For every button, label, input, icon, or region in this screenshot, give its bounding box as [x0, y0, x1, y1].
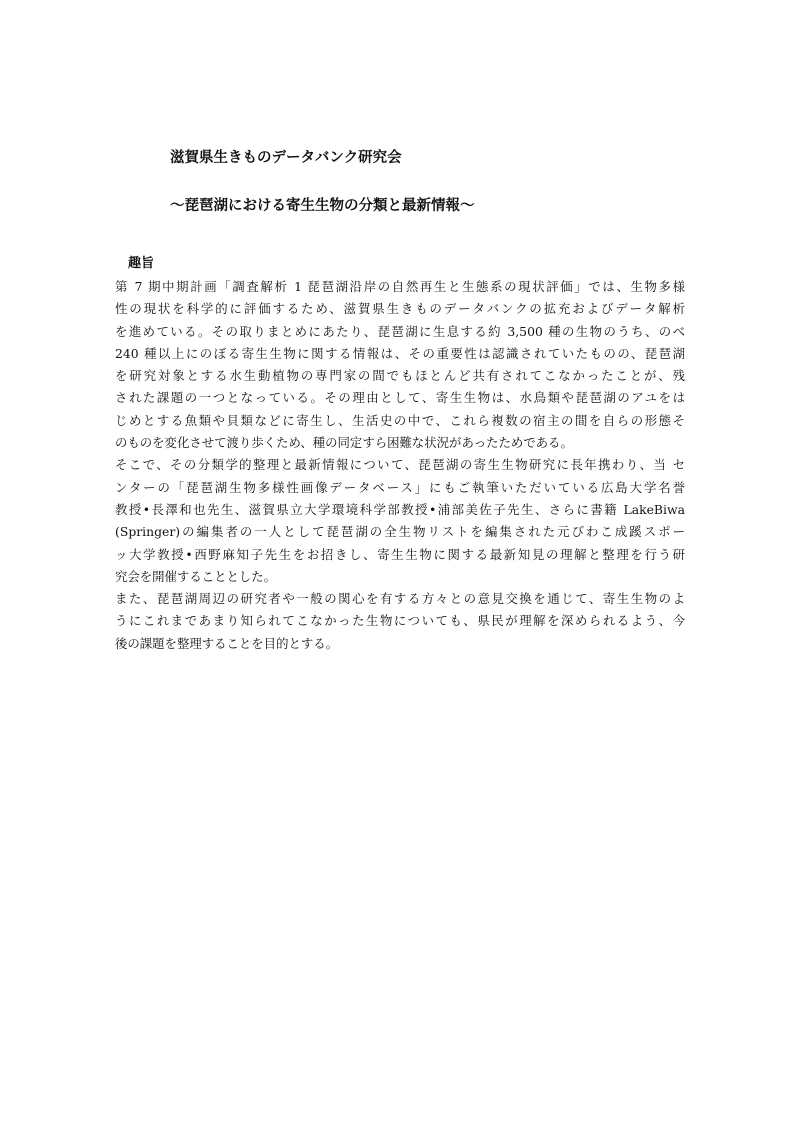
- document-subtitle: ～琵琶湖における寄生生物の分類と最新情報～: [170, 198, 475, 214]
- text-line: された課題の一つとなっている。その理由として、寄生生物は、水鳥類や琵琶湖のアユをは: [115, 390, 685, 406]
- text-line: 究会を開催することとした。: [115, 568, 277, 584]
- text-line: のものを変化させて渡り歩くため、種の同定すら困難な状況があったためである。: [115, 435, 573, 451]
- section-heading: 趣旨: [128, 256, 155, 271]
- document-title: 滋賀県生きものデータバンク研究会: [170, 150, 402, 166]
- body-text: [115, 276, 685, 655]
- text-line: 教授•長澤和也先生、滋賀県立大学環境科学部教授•浦部美佐子先生、さらに書籍 LakeBiwa: [115, 501, 685, 517]
- text-line: ッ大学教授•西野麻知子先生をお招きし、寄生生物に関する最新知見の理解と整理を行う研: [115, 546, 685, 562]
- text-line: 後の課題を整理することを目的とする。: [115, 635, 339, 651]
- text-line: を研究対象とする水生動植物の専門家の間でもほとんど共有されてこなかったことが、残: [115, 368, 685, 384]
- text-line: また、琵琶湖周辺の研究者や一般の関心を有する方々との意見交換を通じて、寄生生物のよ: [115, 591, 685, 607]
- paragraph-purpose: [115, 276, 685, 454]
- text-line: うにこれまであまり知られてこなかった生物についても、県民が理解を深められるよう、今: [115, 613, 685, 629]
- text-line: 第 7 期中期計画「調査解析 1 琵琶湖沿岸の自然再生と生態系の現状評価」では、生物多様: [115, 279, 685, 294]
- text-line: 性の現状を科学的に評価するため、滋賀県生きものデータバンクの拡充およびデータ解析: [115, 301, 685, 317]
- paragraph-speakers: [115, 454, 685, 588]
- text-line: ンターの「琵琶湖生物多様性画像データベース」にもご執筆いただいている広島大学名誉: [115, 479, 685, 495]
- paragraph-goal: [115, 588, 685, 655]
- text-line: そこで、その分類学的整理と最新情報について、琵琶湖の寄生生物研究に長年携わり、当 セ: [115, 457, 685, 473]
- text-line: を進めている。その取りまとめにあたり、琵琶湖に生息する約 3,500 種の生物のうち、のべ: [115, 323, 685, 339]
- text-line: じめとする魚類や貝類などに寄生し、生活史の中で、これら複数の宿主の間を自らの形態そ: [115, 412, 685, 428]
- text-line: 240 種以上にのぼる寄生生物に関する情報は、その重要性は認識されていたものの、琵琶湖: [115, 345, 685, 361]
- text-line: (Springer)の編集者の一人として琵琶湖の全生物リストを編集された元びわこ成蹊スポー: [115, 524, 685, 540]
